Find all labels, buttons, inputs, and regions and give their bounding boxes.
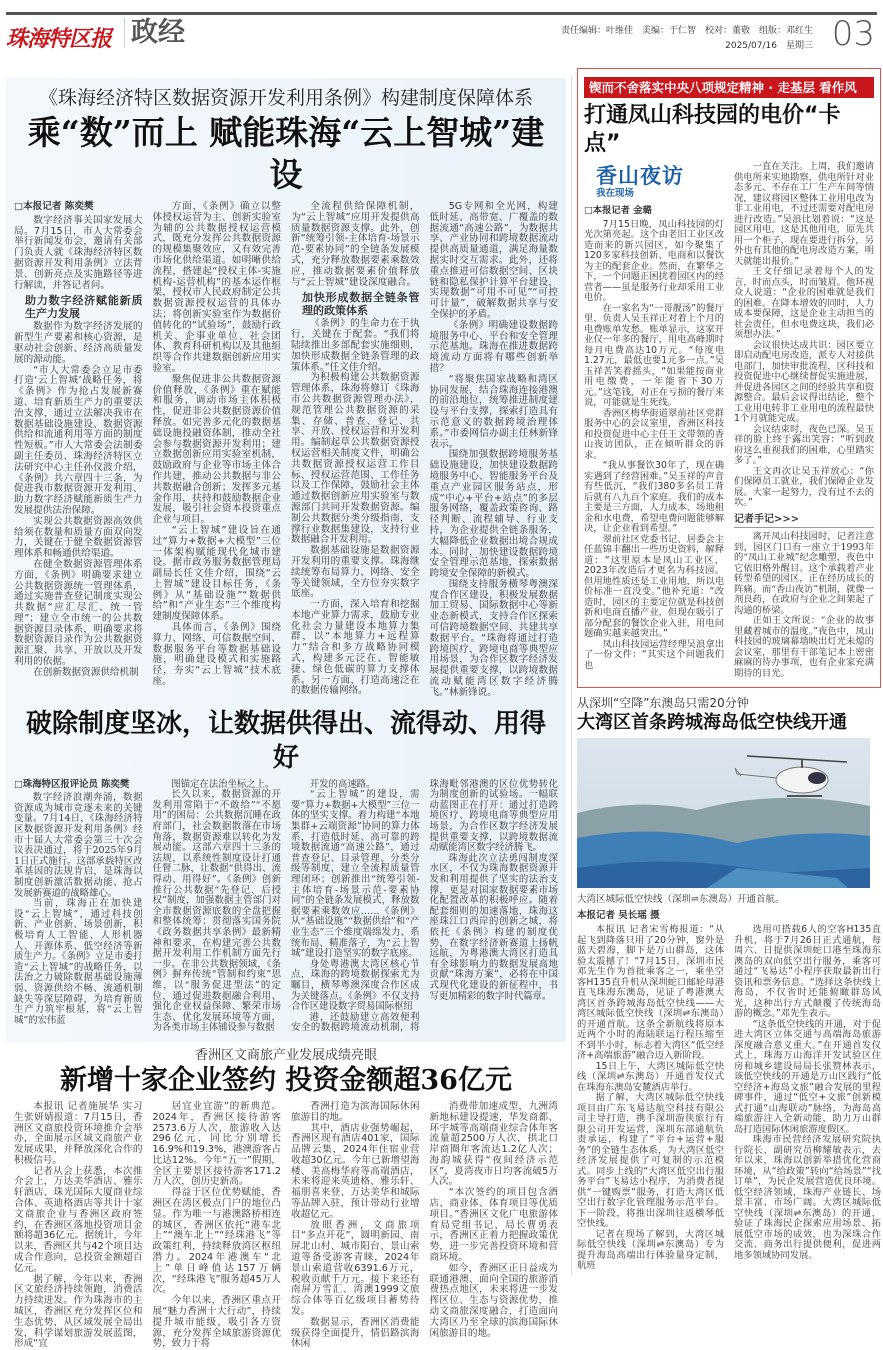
paragraph: 据了解，今年以来，香洲区文旅经济持续领跑，消费活力持续迸发。作为珠海市的主城区，香洲区充分发挥区位和生态优势，从区域发展全局出发，科学谋划旅游发展蓝图，形成“宜: [14, 1273, 143, 1350]
power-body: [584, 162, 874, 679]
tourism-kicker: 香洲区文商旅产业发展成绩亮眼: [194, 1047, 377, 1063]
feature-background: [6, 78, 566, 1042]
logo-subtitle: 我在现场: [596, 188, 635, 199]
paragraph: 一方面，深入培育和挖掘本地产业算力需求，鼓励专业化社会力量建设本地算力集群，以“本地算力+远程算力”结合和多方战略协同模式，构建多元泛在、智能敏捷、绿色低碳的算力支撑体系。另一方面，打造高速泛在的数据传输网络。: [291, 599, 420, 697]
paragraph: 方面，《条例》确立以整体授权运营为主、创新实验室为辅的公共数据授权运营模式，既充分发挥公共数据资源的规模集聚效应，又有效完善市场化供给渠道。如明晰供给流程，搭建起“授权主体-实施机构-运营机构”的基本运作框架，授权市人民政府制定公共数据资源授权运营的具体办法；将创新实验室作为数据价值转化的“试验场”，鼓励行政机关、企事业单位、社会团体、教育科研机构以及其他组织等合作共建数据创新应用实验室。: [152, 201, 281, 374]
caption-text: 大湾区城际低空快线（深圳⇌东澳岛）开通首航。: [577, 894, 785, 905]
paragraph: 消费带加速成型，九洲湾新地标建设提速，华发商都、环宇城等高端商业综合体年客流量超2500万人次，拱北口岸商圈年客流达1.2亿人次；海韵城获得“夜间经济示范区”，夏湾夜市日均客流破5万人次。: [429, 1100, 558, 1188]
newspaper-logo: 珠海特区报: [6, 26, 112, 52]
commentary-body: [14, 780, 558, 1034]
lowalt-column: [577, 925, 724, 1272]
paragraph: 数字经济事关国家发展大局。7月15日，市人大常委会举行新闻发布会，邀请有关部门负责人就《珠海经济特区数据资源开发利用条例》立法背景、创新亮点及实施路径等进行解读，并答记者问。: [14, 214, 143, 291]
paragraph: 会议很快达成共识：园区要立即启动配电房改造，派专人对接供电部门，加快审批流程，区科技和投资促进中心继续督促实施进展，并促进各园区之间的经验共享和资源整合。最后会议得出结论，整个工业用电转非工业用电的流程最快1个月就能完成。: [734, 339, 874, 424]
paragraph: 香洲打造为滨海国际休闲旅游目的地。: [291, 1100, 420, 1123]
paragraph: 今年以来，香洲区重点开展“魅力香洲十大行动”，持续提升城市能级，吸引各方资源，充分发挥全域旅游资源优势，致力于将: [152, 1295, 281, 1350]
paragraph: 当前，珠海正在加快建设“云上智城”，通过科技创新、产业创新、场景创新，积极培育人工智能、人形机器人、开源体系、低空经济等新质生产力。《条例》立足市委打造“云上智城”的战略任务，以法治之力破除数据基础设施薄弱、资源供给不畅、流通机制缺失等深层障碍，为培育新质生产力筑牢根基，将“云上智城”的宏伟蓝: [14, 898, 143, 1026]
paragraph: 记者在现场了解到，大湾区城际低空快线（深圳⇌东澳岛）专为提升海岛高端出行体验量身定制，航班: [577, 1228, 724, 1271]
lead-body: [14, 202, 558, 699]
paragraph: 全流程供给保障机制，为“云上智城”应用开发提供高质量数据资源支撑。此外，创新“统筹引领-主体培育-场景示范-要素协同”的全链条发展模式，充分释放数据要素乘数效应，推动数据要素价值释放与“云上智城”建设深度融合。: [291, 201, 420, 288]
section-title: 政经: [124, 18, 185, 48]
tourism-column: [14, 1102, 143, 1350]
paragraph: 记者从会上获悉，本次推介会上，万达美华酒店、雅乐轩酒店、珠光国际大厦商业综合体、英迪格酒店等共计十家文商旅企业与香洲区政府签约，在香洲区落地投资项目金额将超36亿元。据统计，今年以来，香洲区共与42个项目达成合作意向，总投资金额超百亿元。: [14, 1165, 143, 1274]
paragraph: 7月15日晚，凤山科技园的灯光次第亮起。这个由老旧工业区改造而来的新兴园区，如今聚集了120多家科技创新、电商和以餐饮为主的配套企业。然而，在繁华之下，一个问题正困扰着园区内的经营者——虽是服务行业却采用工业电价。: [584, 218, 724, 303]
power-column: [734, 162, 874, 509]
byline: □本报记者 金璐: [584, 205, 652, 216]
paragraph: 港，还鼓励建立高效便利安全的数据跨境流动机制，将珠海毗邻港澳的区位优势转化为制度创新的试验场。一幅联动蓝图正在打开：通过打造跨境医疗、跨境电商等典型应用场景，为合作区数字经济发展提供重要支撑，以跨境数据流动赋能湾区数字经济腾飞。: [291, 778, 558, 1034]
paragraph: “云上智城”的建设，需要“算力+数据+大模型”三位一体的坚实支撑。着力构建“本地集群+云端资源”协同的算力体系，打造低时延、高可靠的跨境数据流通“高速公路”，通过普查登记、目录管理、分类分级等制度，建立全流程质量管理闭环；创新推出“统筹引领-主体培育-场景示范-要素协同”的全链条发展模式，释放数据要素乘数效应……《条例》从“基础设施”“数据供给”和“产业生态”三个维度端绵发力、系统布局、精准落子，为“云上智城”建设打造坚实的数字底座。: [291, 789, 420, 960]
paragraph: 得益于区位优势赋能，香洲区在湾区极点门户的地位凸显。作为唯一与港澳路桥相连的城区，香洲区依托“港车北上”“澳车北上”“经珠港飞”等政策红利，持续释放湾区枢纽潜力。2024年港澳车“北上”单日峰值达157万辆次，“经珠港飞”服务超45万人次。: [152, 1187, 281, 1296]
paragraph: 为积极构建公共数据资源管理体系，珠海将修订《珠海市公共数据资源管理办法》，规范管理公共数据资源的采集、存储、普查、登记、共享、开放、授权运营和开发利用。编制起草公共数据资源授权运营相关制度文件，明确公共数据资源授权运营工作目标、授权运营范围、工作任务以及工作保障，鼓励社会主体通过数据创新应用实验室与数源部门共同开发数据资源。编制公共数据分类分级指南，支撑行业数据集建设，支持行业数据融合开发利用。: [291, 372, 420, 546]
lead-column: [291, 202, 420, 697]
lowalt-article: [577, 696, 881, 1272]
paragraph: 在一家名为“一哥靓汤”的餐厅里，负责人吴玉祥正对着上个月的电费账单发愁。账单显示，这家开业仅一年多的餐厅，用电高峰期时每月电费高达10万元。“每度电1.27元，最低也要1元多一点。”吴玉祥苦笑着摇头，“如果能按商业用电缴费，一年能省下30万元。”这笔钱，对正在亏损的餐厅来说，可能就是生死线。: [584, 302, 724, 408]
reporter-note: [734, 532, 874, 679]
date-line: 2025/07/16 星期三: [725, 41, 813, 51]
paragraph: “我从事餐饮30年了，现在确实遇到了经营困难。”吴玉祥的声音有些低沉，“我们380多名员工背后就有八九百个家庭。我们的成本主要是三方面，人力成本、场地租金和水电费，希望电费问题能够解决，让企业看到希望。”: [584, 460, 724, 534]
lead-column: [430, 202, 559, 699]
lead-kicker: 《珠海经济特区数据资源开发利用条例》构建制度保障体系: [38, 87, 533, 109]
tourism-headline: 新增十家企业签约 投资金额超36亿元: [60, 1064, 512, 1096]
xiangshan-night-visit-logo: [584, 162, 724, 206]
paragraph: 珠海市民营经济发展研究院执行院长、副研究员柳耀敏表示，去年以来，珠海以创新举措优化营商环境，从“给政策”转向“给场景”“找订单”，为民企发展营造优良环境。低空经济领域，珠海产业链长、场景丰富、市场广阔。大湾区城际低空快线（深圳⇌东澳岛）的开通，验证了珠海民企探索应用场景、拓展低空市场的成效，也为深珠合作交流、商务出行提供便利，促进两地多领域协同发展。: [734, 1134, 881, 1261]
subheading: 助力数字经济赋能新质生产力发展: [25, 294, 143, 321]
paragraph: 图锚定在法治坐标之上。: [171, 778, 275, 790]
paragraph: “这条低空快线的开通，对于促进大湾区立体交通与高端海岛旅游深度融合意义重大。”在开通首发仪式上，珠海万山海洋开发试验区住房和城乡建设局局长张赞林表示，该低空快线的开通是万山区践行“低空经济+海岛文旅”融合发展的里程碑事件，通过“低空+文旅”创新模式打通“山海联动”脉络，为海岛高端旅游注入全新动能，助力万山群岛打造国际休闲旅游度假区。: [734, 1018, 881, 1135]
paragraph: 王文仔细记录着每个人的发言，时而点头，时而皱眉。他环视众人说道：“企业的困难就是我们的困难。在降本增效的同时，人力成本要保障，这是企业主动担当的社会责任，但水电费这块，我们必须想办法。”: [734, 266, 874, 340]
logo-title: 香山夜访: [596, 164, 684, 188]
photo-credit: 本报记者 吴长瑶 摄: [577, 910, 660, 921]
paragraph: 围绕支持服务横琴粤澳深度合作区建设，积极发展数据加工贸易、国际数据中心等新业态新模式，支持合作区探索可信跨境数据空间、共建共享数据平台。“珠海将通过打造跨境医疗、跨境电商等典型应用场景，为合作区数字经济发展提供重要支撑，以跨境数据流动赋能湾区数字经济腾飞。”林新锋说。: [429, 578, 558, 698]
paragraph: 翠前社区党委书记、居委会主任蓝锦丰翻出一些历史资料，解释道：“这里原本是凤山工业区，2023年改造后才更名为科技园。但用地性质还是工业用地，所以电价标准一直没变。”他补充道：“改造时，园区的主要定位就是科技创新和电商直播产业，但现在吸引了部分配套的餐饮企业入驻，用电问题确实越来越突出。”: [584, 533, 724, 639]
paragraph: 放眼香洲，文商旅项目“多点开花”，圆明新园、南屏北山村、城市阳台、景山索道等备受游客青睐，2024年景山索道营收6391.6万元，税收贡献千万元。接下来还有南屏万雪汇、湾澳1999文旅综合体等百亿级项目蓄势待发。: [291, 1219, 420, 1318]
paragraph: 正如王文所说：“企业的故事里藏着城市的温度。”夜色中，凤山科技园的玻璃幕墙映出灯光未熄的会议室，那里有干部笔记本上密密麻麻的待办事项，也有企业家充满期待的目光。: [734, 615, 874, 679]
lead-column: [14, 202, 143, 679]
power-column: [584, 206, 724, 671]
lowalt-column: [734, 925, 881, 1261]
lead-headline: 乘“数”而上 赋能珠海“云上智城”建设: [27, 113, 545, 194]
paragraph: 长久以来，数据资源的开发利用常陷于“不敢给”“不愿用”的困局：公共数据沉睡在政府部门，社会数据散落在市场角落，数据资源难以转化为发展动能。这部六章四十三条的法规，以系统性制度设计打通任督二脉，让数据“供得出、流得动、用得好”。《条例》创新推行公共数据“先登记、后授权”制度，加强数据主管部门对全市数据资源底数的全盘把握和整体统筹；贯彻落实国务院《政务数据共享条例》最新精神和要求，在构建完善公共数据开发利用工作机制方面先行一步。在非公共数据领域，《条例》摒弃传统“管制和约束”思维，以“服务促进型法”的定位，通过促进数据融合利用、强化企业权益保障、繁荣市场生态、优化发展环境等方面，为各类市场主体铺设参与数据: [152, 789, 281, 1034]
paragraph: “将聚焦国家战略和湾区协同发展，结合珠海连接港澳的前沿地位，统筹推进制度建设与平台支撑，探索打造具有示范意义的数据跨境治理体系。”市委网信办副主任林新锋表示。: [429, 373, 558, 450]
paragraph: 身处粤港澳大湾区核心节点，珠海的跨境数据探索尤为瞩目，横琴粤澳深度合作区成为关键落点。《条例》不仅支持合作区建设数字贸易国际枢纽: [291, 958, 420, 1013]
paragraph: 开发的高速路。: [309, 778, 376, 790]
byline: □珠海特区报评论员 陈奕樊: [14, 778, 130, 790]
paragraph: 凤山科技园运营经理吴浪拿出了一份文件：“其实这个问题我们也: [584, 638, 724, 671]
paragraph: 聚焦促进非公共数据资源价值释放，《条例》重在赋能和服务，调动市场主体积极性，促进非公共数据资源价值释放。如完善多元化的数据基础设施投融资体制，推动全社会参与数据资源开发利用；建立数据创新应用实验室机制，鼓励政府与企业等市场主体合作共建，推动公共数据与非公共数据融合创新；发挥多元基金作用，扶持和鼓励数据企业发展，吸引社会资本投资重点企业与项目。: [152, 373, 281, 526]
reporter-note-label: 记者手记>>>: [734, 513, 800, 525]
commentary-column: [153, 780, 282, 1034]
paragraph: 15日上午，大湾区城际低空快线（深圳⇌东澳岛）开通首发仪式在珠海东澳岛安麓酒店举行。: [577, 1060, 724, 1093]
paragraph: 选用可搭载6人的空客H135直升机，将于7月26日正式通航，每周六、日提供深圳蛇口港至珠海东澳岛的双向低空出行服务，乘客可通过“飞易达”小程序获取最新出行资讯和票务信息。“选择这条快线上海岛，不仅省时还能俯瞰群岛风光，这种出行方式颠覆了传统海岛游的概念。”邓先生表示。: [734, 924, 881, 1019]
power-headline: 打通凤山科技园的电价“卡点”: [584, 103, 841, 156]
paragraph: 一直在关注。上周，我们邀请供电所来实地勘察，供电所针对业态多元、不存在工厂生产车间等情况，建议将园区整体工业用电改为非工业用电，不过还需要对配电房进行改造。”吴浪比划着说：“这是园区用电，这是其他用电，原先共用一个柜子，现在要进行拆分，另外也有其他的配电房改造方案，明天就能出报价。”: [734, 161, 874, 267]
lowalt-body: [577, 925, 881, 1272]
byline: □本报记者 陈奕樊: [14, 201, 94, 212]
left-column: [6, 78, 566, 1350]
lead-column: [153, 202, 282, 688]
paragraph: 围绕加强数据跨境服务基础设施建设，加快建设数据跨境服务中心、智能服务平台及重点产业园区服务站点，形成“中心+平台+站点”的多层服务网络，覆盖政策咨询、路径判断、流程辅导、行业支持，为企业提供全链条服务，大幅降低企业数据出境合规成本。同时，加快建设数据跨境安全管理示范基地，探索数据跨境安全保障的新模式。: [429, 449, 558, 580]
paragraph: 具体而言，《条例》围绕算力、网络、可信数据空间、数据服务平台等数据基础设施，明确建设模式和实施路径，夯实“云上智城”技术底座。: [152, 622, 281, 688]
lowalt-kicker: 从深圳“空降”东澳岛只需20分钟: [577, 696, 749, 710]
masthead-rule: [6, 12, 877, 15]
paragraph: 香洲区梅华街道翠前社区党群服务中心的会议室里，香洲区科技和投资促进中心主任王文带领的香山夜访团队，正在倾听群众的诉求。: [584, 407, 724, 461]
tourism-body: [14, 1102, 558, 1350]
paragraph: 其中，酒店业强势崛起，香洲区现有酒店401家，国际品牌云集，2024年住宿业营收超30亿元。今年已新增望海楼、美高梅华府等高端酒店，未来将迎来英迪格、雅乐轩、福朋喜来登、万达美华和城际等品牌入驻，预计带动行业增收超亿元。: [291, 1122, 420, 1220]
note-divider: [734, 527, 874, 528]
tourism-column: [291, 1102, 420, 1350]
paragraph: 数据显示，香洲区消费能级获得全面提升，情侣路滨海休闲: [291, 1316, 420, 1350]
commentary-column: [14, 780, 143, 1027]
tourism-column: [430, 1102, 559, 1340]
paragraph: 本报讯 记者施展华 实习生张妍婧报道：7月15日，香洲区文商旅投资环境推介会举办，全面展示区域文商旅产业发展成果，并释放深化合作的积极信号。: [14, 1100, 143, 1166]
photo-caption: [577, 891, 870, 921]
paragraph: 离开凤山科技园时，记者注意到，园区门口有一座立于1993年的“凤山工业城”纪念雕塑，夜色中它依旧格外醒目。这个承载着产业转型希望的园区，正在经历成长的阵痛。而“香山夜访”机制，就像一剂良药，在政府与企业之间架起了沟通的桥梁。: [734, 531, 874, 616]
editor-credits: [561, 24, 813, 54]
paragraph: 会议结束时，夜色已深。吴玉祥的脸上终于露出笑容：“听到政府这么重视我们的困难，心里踏实多了。”: [734, 423, 874, 466]
paragraph: 《条例》的生命力在于执行，关键在于配套。“我们将陆续推出多部配套实施细则，加快形成数据全链条管理的政策体系。”任文佳介绍。: [291, 318, 420, 373]
paragraph: 在健全数据资源管理体系方面，《条例》明确要求建立公共数据资源统一管理体系，通过实施普查登记制度实现公共数据“应汇尽汇、统一管理”；建立全市统一的公共数据资源目录体系，明确要求将数据资源目录作为公共数据资源汇聚、共享、开放以及开发利用的依据。: [14, 558, 143, 668]
credits-line: 责任编辑：叶维佳 美编：于仁智 校对：董敬 组版：邓红生: [560, 26, 813, 36]
paragraph: “市人大常委会立足市委打造‘云上智城’战略任务，将《条例》作为抢占发展新赛道、培育新质生产力的重要法治支撑，通过立法解决我市在数据基础设施建设、数据资源供给和流通利用等方面的制度性短板。”市人大常委会法制委副主任委员、珠海经济特区立法研究中心主任孙仪波介绍，《条例》共六章四十三条，为促进我市数据资源开发利用、助力数字经济赋能新质生产力发展提供法治保障。: [14, 364, 143, 516]
page-number: 03: [831, 14, 875, 54]
paragraph: 居宜业宜游”的新典范。2024年，香洲区接待游客2573.6万人次，旅游收入达296亿元，同比分别增长16.9%和19.3%，港澳游客占比达12%。今年“五一”假期，全区主要景区接待游客171.2万人次，创历史新高。: [152, 1100, 281, 1188]
paragraph: “本次签约的项目包含酒店、商业体、体育项目等优质项目。”香洲区文化广电旅游体育局党组书记、局长曹勇表示，香洲区正着力把握政策优势，进一步完善投资环境和营商环境。: [429, 1187, 558, 1264]
feature-box-border: [577, 68, 881, 688]
paragraph: 据了解，大湾区城际低空快线项目由广东飞易达航空科技有限公司主导打造，携手深圳游侠旅行有限公司开发运营，深圳东部通航负责承运，构建了“平台+运营+服务”的全链生态体系，为大湾区低空经济发展提供了可复制的示范模式。同步上线的“大湾区低空出行服务平台”飞易达小程序，为消费者提供“一键购票”服务，打造大湾区低空出行数字化管理服务示范平台。下一阶段，将推出深圳往返横琴低空快线。: [577, 1092, 724, 1229]
helicopter-photo: [577, 738, 870, 888]
campaign-banner: 锲而不舍落实中央八项规定精神 · 走基层 看作风: [584, 77, 874, 98]
paragraph: 珠海此次立法勇闯制度深水区，不仅为珠海数据资源开发和利用提供了坚实的法治支撑，更是对国家数据要素市场化配置改革的积极呼应。随着配套细则的加速落地，珠海这座珠江口西岸的创新之城，将依托《条例》构建的制度优势，在数字经济新赛道上扬帆远航，为粤港澳大湾区打造具有全球影响力的数据发展高地贡献“珠海方案”，必将在中国式现代化建设的新征程中，书写更加精彩的数字时代篇章。: [429, 852, 558, 1002]
lowalt-headline: 大湾区首条跨城海岛低空快线开通: [577, 712, 847, 733]
paragraph: 王文再次让吴玉祥放心：“你们保障员工就业，我们保障企业发展。大家一起努力，没有过不去的坎。”: [734, 465, 874, 508]
paragraph: 数字经济浪潮奔涌，数据资源成为城市竞逐未来的关键变量。7月14日，《珠海经济特区数据资源开发利用条例》经市十届人大常委会第三十次会议表决通过，将于2025年9月1日正式施行。这部承载特区改革基因的法规肯启，是珠海以制度创新激活数据动能、抢占发展新赛道的战略雄心。: [14, 792, 143, 899]
column-divider: [571, 76, 572, 1276]
paragraph: 实现公共数据资源高效供给须在数量和质量方面双向发力，关键在于健全数据资源管理体系和畅通供给渠道。: [14, 515, 143, 560]
right-column: [577, 68, 881, 1272]
paragraph: “云上智城”建设旨在通过“算力+数据+大模型”三位一体架构赋能现代化城市建设。据市政务服务数据管理局副局长任文佳介绍，围绕“云上智城”建设目标任务，《条例》从“基础设施”“数据供给”和“产业生态”三个维度构建制度保障体系。: [152, 524, 281, 623]
paragraph: 在创新数据资源供给机制: [33, 666, 139, 678]
subheading: 加快形成数据全链条管理的政策体系: [302, 291, 420, 318]
paragraph: 如今，香洲区正日益成为联通港澳、面向全国的旅游消费热点地区，未来将进一步发挥区位、生态与资源优势，推动文商旅深度融合，打造面向大湾区乃至全球的滨海国际休闲旅游目的地。: [429, 1262, 558, 1339]
tourism-article: [6, 1042, 566, 1350]
paragraph: 数据基础设施是数据资源开发利用的重要支撑。珠海继续统筹布局算力、网络、安全等关键领域，全方位夯实数字底座。: [291, 545, 420, 600]
paragraph: 数据作为数字经济发展的新型生产要素和核心资源，是驱动社会创新、经济高质量发展的源动能。: [14, 321, 143, 365]
paragraph: 《条例》明确建设数据跨境服务中心、平台和安全管理示范基地。珠海在推进数据跨境流动方面将有哪些创新举措？: [429, 319, 558, 374]
commentary-column: [291, 780, 420, 1013]
commentary-headline: 破除制度坚冰，让数据供得出、流得动、用得好: [25, 708, 546, 773]
paragraph: 本报讯 记者宋雪梅报道：“从起飞到降落只用了20分钟，窗外是蓝天碧海，脚下是万山群岛，这体验太震撼了！”7月15日，深圳市民邓先生作为首批乘客之一，乘坐空客H135直升机从深圳蛇口邮轮母港直飞珠海东澳岛，见证了粤港澳大湾区首条跨城海岛低空快线——大湾区城际低空快线（深圳⇌东澳岛）的开通首航。这条全新航线将原本近两个小时的海陆联运行程压缩至不到半小时，标志着大湾区“低空经济+高端旅游”融合迈入新阶段。: [577, 924, 724, 1061]
tourism-column: [153, 1102, 282, 1350]
paragraph: 5G专网和全光网，构建低时延、高带宽、广覆盖的数据流通“高速公路”，为数据共享、产业协同和跨境数据流动提供高质量通道，满足海量数据实时交互需求。此外，还将重点推进可信数据空间、区块链和隐私保护计算平台建设，实现数据“可用不可见”“可控可计量”，破解数据共享与安全保护的矛盾。: [429, 201, 558, 320]
